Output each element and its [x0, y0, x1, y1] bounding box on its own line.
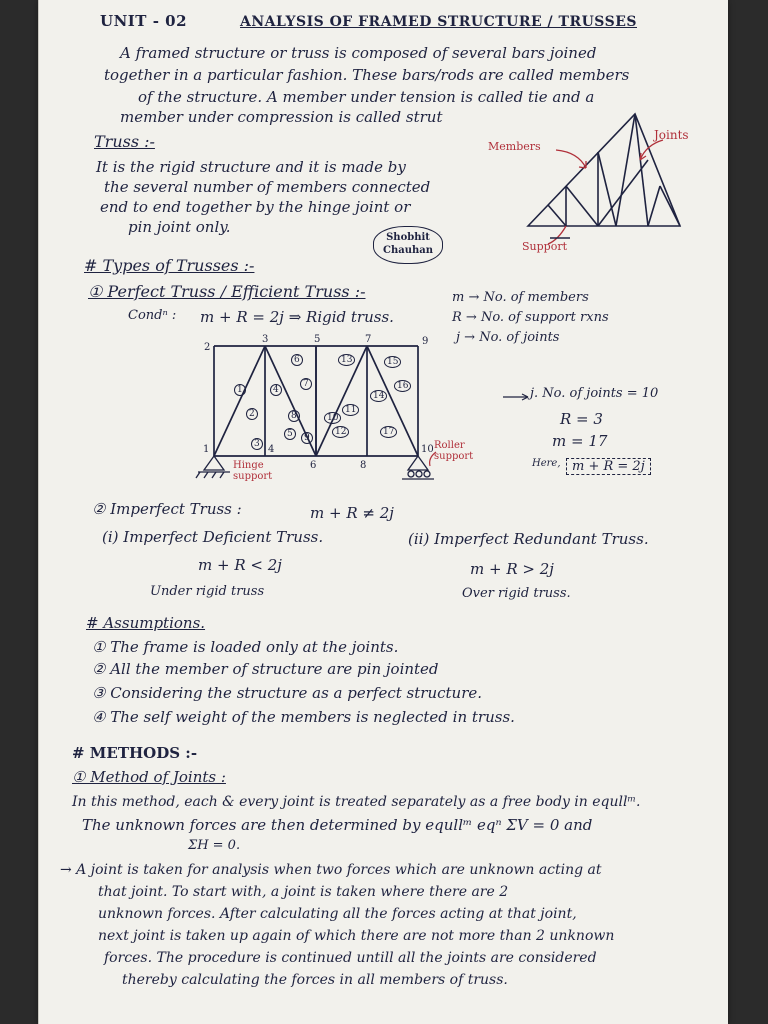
deficient-equation: m + R < 2j [198, 556, 282, 574]
assumption-4: ④ The self weight of the members is neglected in truss. [92, 708, 515, 726]
deficient-note: Under rigid truss [150, 584, 265, 599]
imperfect-heading: ② Imperfect Truss : [92, 500, 242, 518]
member-number: 1 [234, 384, 246, 396]
joint-number: 9 [422, 336, 429, 347]
stamp-line-2: Chauhan [383, 245, 433, 256]
joint-number: 4 [268, 444, 275, 455]
calc-joints: j. No. of joints = 10 [530, 386, 659, 401]
member-number: 15 [384, 356, 401, 368]
member-number: 16 [394, 380, 411, 392]
methods-heading: # METHODS :- [72, 744, 198, 762]
page-title: ANALYSIS OF FRAMED STRUCTURE / TRUSSES [240, 14, 637, 30]
intro-line-3: of the structure. A member under tension is called tie and a [138, 88, 595, 106]
method-of-joints-heading: ① Method of Joints : [72, 768, 226, 786]
intro-line-2: together in a particular fashion. These bars/rods are called members [104, 66, 630, 84]
calc-members: m = 17 [552, 432, 608, 450]
member-number: 4 [270, 384, 282, 396]
truss-heading: Truss :- [94, 132, 155, 151]
intro-line-4: member under compression is called strut [120, 108, 443, 126]
member-number: 6 [291, 354, 303, 366]
assumption-3: ③ Considering the structure as a perfect structure. [92, 684, 483, 702]
member-number: 11 [342, 404, 359, 416]
assumption-2: ② All the member of structure are pin jointed [92, 660, 439, 678]
member-number: 3 [251, 438, 263, 450]
member-number: 9 [301, 432, 313, 444]
assumption-1: ① The frame is loaded only at the joints. [92, 638, 399, 656]
unit-label: UNIT - 02 [100, 12, 188, 30]
here-equation: m + R = 2j [566, 458, 651, 475]
hinge-support-label: Hinge support [233, 460, 273, 482]
types-heading: # Types of Trusses :- [84, 256, 255, 275]
joint-number: 2 [204, 342, 211, 353]
roller-support-label: Roller support [434, 440, 474, 462]
deficient-heading: (i) Imperfect Deficient Truss. [102, 528, 324, 546]
redundant-equation: m + R > 2j [470, 560, 554, 578]
joint-number: 10 [421, 444, 434, 455]
member-number: 13 [338, 354, 355, 366]
fig1-joints-label: Joints [654, 128, 689, 142]
calc-reactions: R = 3 [560, 410, 603, 428]
joint-number: 7 [365, 334, 372, 345]
method1-para-6: thereby calculating the forces in all members of truss. [122, 972, 508, 988]
method1-para-4: next joint is taken up again of which there are not more than 2 unknown [98, 928, 615, 944]
method1-line-1: In this method, each & every joint is treated separately as a free body in equllᵐ. [72, 794, 641, 810]
condition-label: Condⁿ : [128, 308, 177, 323]
stamp-line-1: Shobhit [386, 232, 430, 243]
fig1-members-label: Members [488, 140, 541, 153]
method1-line-3: ΣH = 0. [188, 838, 241, 853]
perfect-truss-heading: ① Perfect Truss / Efficient Truss :- [88, 282, 366, 301]
legend-reactions: R → No. of support rxns [452, 310, 609, 325]
truss-def-3: end to end together by the hinge joint or [100, 198, 411, 216]
fig1-support-label: Support [522, 240, 568, 253]
redundant-heading: (ii) Imperfect Redundant Truss. [408, 530, 649, 548]
notebook-page [38, 0, 728, 1024]
joint-number: 8 [360, 460, 367, 471]
method1-para-3: unknown forces. After calculating all the forces acting at that joint, [98, 906, 577, 922]
intro-line-1: A framed structure or truss is composed of several bars joined [120, 44, 597, 62]
member-number: 14 [370, 390, 387, 402]
joint-number: 5 [314, 334, 321, 345]
member-number: 5 [284, 428, 296, 440]
imperfect-equation: m + R ≠ 2j [310, 504, 394, 522]
here-label: Here, [532, 458, 561, 469]
assumptions-heading: # Assumptions. [86, 614, 206, 632]
member-number: 8 [288, 410, 300, 422]
joint-number: 6 [310, 460, 317, 471]
member-number: 2 [246, 408, 258, 420]
method1-para-1: → A joint is taken for analysis when two forces which are unknown acting at [60, 862, 602, 878]
method1-para-5: forces. The procedure is continued untill all the joints are considered [104, 950, 597, 966]
joint-number: 3 [262, 334, 269, 345]
member-number: 12 [332, 426, 349, 438]
truss-def-2: the several number of members connected [104, 178, 431, 196]
method1-para-2: that joint. To start with, a joint is taken where there are 2 [98, 884, 509, 900]
joint-number: 1 [203, 444, 210, 455]
member-number: 10 [324, 412, 341, 424]
truss-def-4: pin joint only. [128, 218, 231, 236]
condition-equation: m + R = 2j ⇒ Rigid truss. [200, 308, 394, 326]
method1-line-2: The unknown forces are then determined by equllᵐ eqⁿ ΣV = 0 and [82, 816, 593, 834]
member-number: 7 [300, 378, 312, 390]
redundant-note: Over rigid truss. [462, 586, 571, 601]
legend-joints: j → No. of joints [456, 330, 560, 345]
truss-def-1: It is the rigid structure and it is made by [96, 158, 406, 176]
member-number: 17 [380, 426, 397, 438]
legend-members: m → No. of members [452, 290, 589, 305]
